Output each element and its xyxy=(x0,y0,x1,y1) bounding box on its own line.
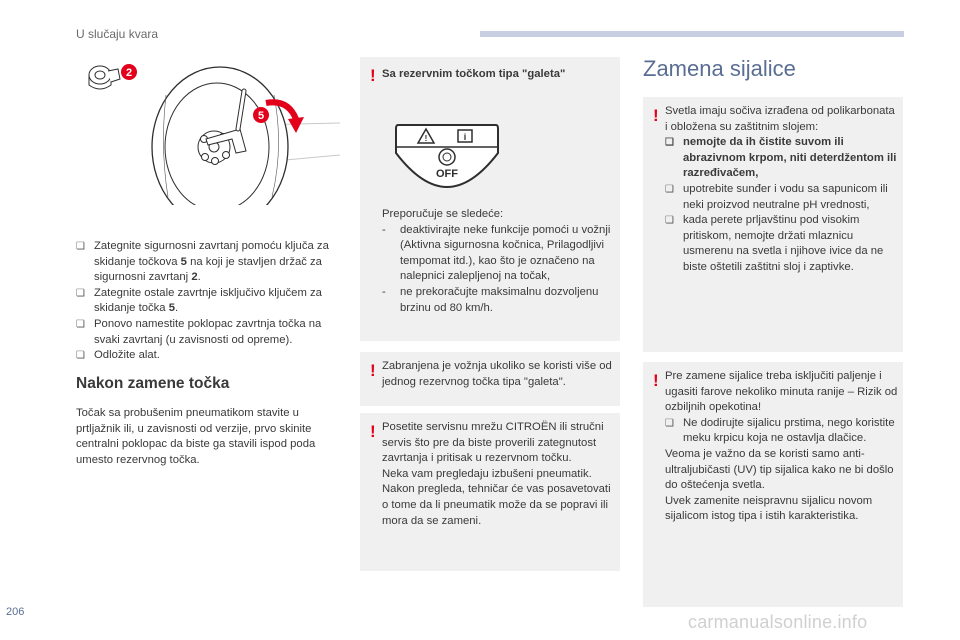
instruction-item-3: ❏ Ponovo namestite poklopac zavrtnja točka na svaki zavrtanj (u zavisnosti od opreme). xyxy=(76,317,322,346)
lens-care-list xyxy=(665,135,899,275)
warning-text: Zabranjena je vožnja ukoliko se koristi više od jednog rezervnog točka tipa "galeta". xyxy=(382,360,612,388)
warning-box-service xyxy=(360,413,620,571)
wheel-illustration xyxy=(74,55,340,205)
label-5-text: 5 xyxy=(257,110,265,122)
warning-box-galeta xyxy=(360,57,620,341)
service-paragraph-2: Neka vam pregledaju izbušeni pneumatik. Nakon pregleda, tehničar će vas posavetovati o tome da li pneumatik može da se popravi ili mora da se zameni. xyxy=(382,467,611,527)
bulb-paragraph-3: Uvek zamenite neispravnu sijalicu novom sijalicom istog tipa i istih karakteristika. xyxy=(665,494,873,523)
recommendation-item-1: - deaktivirajte neke funkcije pomoći u vožnji (Aktivna sigurnosna kočnica, Prilagodljivi tempomat itd.), kao što je označeno na nalepnici zalepljenoj na točak, xyxy=(382,223,611,283)
header-title: U slučaju kvara xyxy=(76,27,159,41)
checkbox-bullet-icon: ❏ xyxy=(76,350,85,362)
lens-care-item-2: ❏ upotrebite sunđer i vodu sa sapunicom ili neki proizvod neutralne pH vrednosti, xyxy=(665,182,888,211)
instruction-list xyxy=(76,239,342,364)
lens-care-intro: Svetla imaju sočiva izrađena od polikarbonata i obložena su zaštitnim slojem: xyxy=(665,105,895,133)
after-section-text: Točak sa probušenim pneumatikom stavite u prtljažnik ili, u zavisnosti od verzije, prvo skinite centralni poklopac da biste ga stavili ispod poda umesto rezervnog točka. xyxy=(76,407,316,466)
label-2-text: 2 xyxy=(125,67,133,79)
bolt-holder-icon xyxy=(89,66,120,89)
bulb-paragraph-2: Veoma je važno da se koristi samo anti-ultraljubičasti (UV) tip sijalica kako ne bi došlo do oštećenja svetla. xyxy=(665,447,894,492)
recommendation-block xyxy=(382,207,614,316)
warning-exclamation-icon: ! xyxy=(653,371,659,390)
warning-exclamation-icon: ! xyxy=(370,361,376,380)
lens-care-item-1: ❏ nemojte da ih čistite suvom ili abrazivnom krpom, niti deterdžentom ili razređivačem, xyxy=(665,136,897,180)
service-paragraph-1: Posetite servisnu mrežu CITROËN ili stručni servis što pre da biste proverili zategnutost zavrtanja i pritisak u rezervnom točku. xyxy=(382,421,604,465)
page-title: Zamena sijalice xyxy=(643,56,796,81)
bulb-list xyxy=(665,416,901,447)
wheel-sticker-icon xyxy=(392,121,502,189)
warning-box-lens-care xyxy=(643,97,903,352)
left-instructions xyxy=(76,239,342,364)
header-bar xyxy=(480,31,904,37)
svg-text:i: i xyxy=(463,132,467,142)
bulb-replacement-text xyxy=(665,369,901,525)
instruction-item-1: ❏ Zategnite sigurnosni zavrtanj pomoću ključa za skidanje točkova 5 na koji je stavljen držač za sigurnosni zavrtanj 2. xyxy=(76,240,329,284)
checkbox-bullet-icon: ❏ xyxy=(665,137,674,149)
watermark: carmanualsonline.info xyxy=(688,612,868,632)
svg-text:!: ! xyxy=(424,134,428,143)
bulb-paragraph-1: Pre zamene sijalice treba isključiti paljenje i ugasiti farove nekoliko minuta ranije – Rizik od ozbiljnih opekotina! xyxy=(665,370,898,414)
warning-exclamation-icon: ! xyxy=(370,422,376,441)
warning-exclamation-icon: ! xyxy=(370,66,376,85)
instruction-item-4: ❏ Odložite alat. xyxy=(76,348,342,364)
checkbox-bullet-icon: ❏ xyxy=(76,318,85,330)
checkbox-bullet-icon: ❏ xyxy=(76,241,85,252)
off-label: OFF xyxy=(436,168,458,180)
checkbox-bullet-icon: ❏ xyxy=(665,183,674,195)
recommendation-item-2: - ne prekoračujte maksimalnu dozvoljenu brzinu od 80 km/h. xyxy=(382,285,599,314)
recommendation-list xyxy=(382,223,614,317)
bulb-item-1: ❏ Ne dodirujte sijalicu prstima, nego koristite meku krpicu koja ne ostavlja dlačice. xyxy=(665,416,895,445)
page-number: 206 xyxy=(6,606,25,618)
section-heading: Nakon zamene točka xyxy=(76,375,230,392)
checkbox-bullet-icon: ❏ xyxy=(76,287,85,299)
recommendation-intro: Preporučuje se sledeće: xyxy=(382,208,504,220)
checkbox-bullet-icon: ❏ xyxy=(665,215,674,227)
lens-care-item-3: ❏ kada perete prljavštinu pod visokim pritiskom, nemojte držati mlaznicu usmerenu na svetla i njihove ivice da ne biste oštetili zaštitni sloj i zaptivke. xyxy=(665,214,884,273)
checkbox-bullet-icon: ❏ xyxy=(665,417,674,429)
warning-box-bulb-replacement xyxy=(643,362,903,607)
warning-exclamation-icon: ! xyxy=(653,106,659,125)
service-text xyxy=(382,420,614,529)
lens-care-text xyxy=(665,104,899,276)
warning-box-multiple-spares xyxy=(360,352,620,406)
instruction-item-2: ❏ Zategnite ostale zavrtnje isključivo ključem za skidanje točka 5. xyxy=(76,286,322,315)
warning-box-title: Sa rezervnim točkom tipa "galeta" xyxy=(382,68,566,80)
